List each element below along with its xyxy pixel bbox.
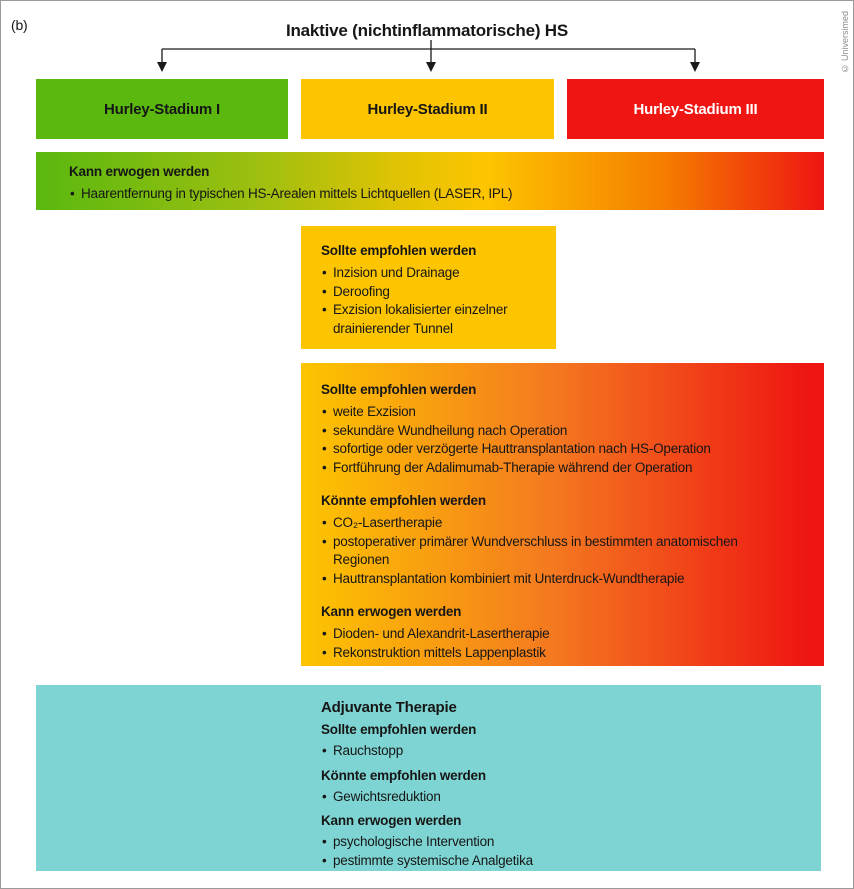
recommendation-heading: Könnte empfohlen werden: [321, 767, 486, 783]
treatment-item: • Deroofing: [321, 283, 542, 302]
treatment-item: • psychologische Intervention: [321, 833, 811, 852]
all-stages-band: [36, 152, 824, 210]
stage-header-hurley-3: [567, 79, 824, 139]
treatment-item: • Rauchstopp: [321, 742, 811, 761]
recommendation-heading: Kann erwogen werden: [69, 164, 210, 179]
treatment-item: • weite Exzision: [321, 403, 763, 422]
adjuvant-therapy-box: [36, 685, 821, 871]
treatment-item: • Exzision lokalisierter einzelner drainierender Tunnel: [321, 301, 542, 338]
recommendation-heading: Sollte empfohlen werden: [321, 382, 477, 397]
panel-label: (b): [11, 17, 28, 33]
treatment-item: • Hauttransplantation kombiniert mit Unterdruck-Wundtherapie: [321, 570, 763, 589]
stage-label: Hurley-Stadium II: [367, 100, 488, 118]
treatment-list: [321, 514, 810, 588]
arrowhead-icon: [690, 62, 700, 72]
recommendation-section: [321, 491, 810, 588]
treatment-list: [321, 742, 811, 761]
arrowhead-icon: [157, 62, 167, 72]
treatment-item: • Fortführung der Adalimumab-Therapie während der Operation: [321, 459, 763, 478]
recommendation-heading: Sollte empfohlen werden: [321, 243, 477, 258]
stage-label: Hurley-Stadium III: [633, 100, 758, 118]
treatment-item: • Gewichtsreduktion: [321, 788, 811, 807]
adjuvant-title: Adjuvante Therapie: [321, 699, 457, 716]
stage-header-hurley-1: [36, 79, 288, 139]
copyright-credit: © Universimed: [840, 11, 850, 74]
stage-label: Hurley-Stadium I: [104, 100, 220, 118]
treatment-list: [321, 625, 810, 662]
recommendation-section: [321, 380, 810, 477]
treatment-list: [321, 833, 811, 870]
treatment-item: • Haarentfernung in typischen HS-Arealen mittels Lichtquellen (LASER, IPL): [69, 185, 824, 204]
recommendation-heading: Sollte empfohlen werden: [321, 722, 477, 737]
treatment-list: [321, 403, 810, 477]
treatment-item: • postoperativer primärer Wundverschluss in bestimmten anatomischen Regionen: [321, 533, 763, 570]
stage-header-hurley-2: [301, 79, 554, 139]
stage2-3-treatment-box: [301, 363, 824, 666]
stage2-treatment-box: [301, 226, 556, 349]
treatment-item: • Inzision und Drainage: [321, 264, 542, 283]
treatment-item: • sofortige oder verzögerte Hauttransplantation nach HS-Operation: [321, 440, 763, 459]
recommendation-section: [321, 720, 811, 761]
treatment-item: • pestimmte systemische Analgetika: [321, 852, 811, 871]
recommendation-section: [321, 766, 811, 807]
recommendation-section: [321, 602, 810, 662]
arrowhead-icon: [426, 62, 436, 72]
recommendation-heading: Kann erwogen werden: [321, 604, 462, 619]
treatment-list: [321, 788, 811, 807]
treatment-item: • Rekonstruktion mittels Lappenplastik: [321, 644, 763, 663]
treatment-list: [69, 185, 824, 204]
figure-title: Inaktive (nichtinflammatorische) HS: [285, 21, 569, 40]
recommendation-heading: Kann erwogen werden: [321, 813, 462, 828]
branch-connector-arrows: [1, 1, 854, 79]
treatment-item: • Dioden- und Alexandrit-Lasertherapie: [321, 625, 763, 644]
treatment-list: [321, 264, 542, 338]
recommendation-section: [321, 811, 811, 870]
recommendation-heading: Könnte empfohlen werden: [321, 493, 486, 508]
treatment-item: • sekundäre Wundheilung nach Operation: [321, 422, 763, 441]
treatment-item: • CO₂-Lasertherapie: [321, 514, 763, 533]
